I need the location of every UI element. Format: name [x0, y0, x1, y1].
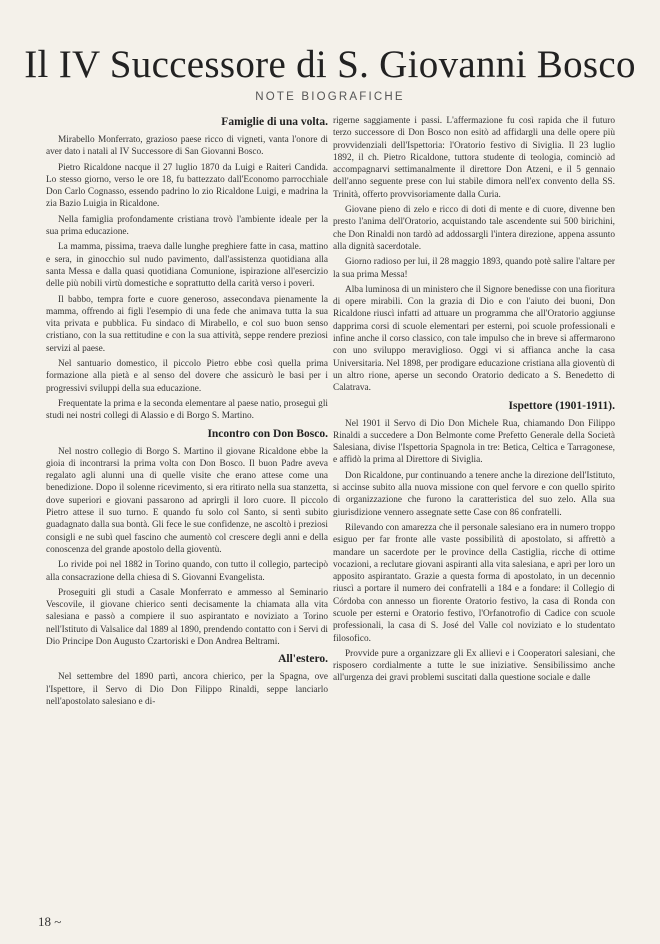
page-title: Il IV Successore di S. Giovanni Bosco: [24, 43, 636, 86]
section-heading-ispettore: Ispettore (1901-1911).: [508, 399, 615, 412]
section-heading-famiglie: Famiglie di una volta.: [221, 116, 328, 128]
paragraph: Lo rivide poi nel 1882 in Torino quando, con tutto il collegio, partecipò alla consacrazione della chiesa di S. Giovanni Evangelista.: [46, 560, 328, 583]
paragraph: Rilevando con amarezza che il personale salesiano era in numero troppo esiguo per far fronte alle vaste possibilità di apostolato, si affrettò a mandare un sacerdote per le province della Castiglia, ricche di ottime vocazioni, a reclutare giovani aspiranti alla vita salesiana, e aprì per loro un apposito aspirantato. Grazie a questa forma di apostolato, in un decennio riuscì a portare il numero dei confratelli a 184 e a fondare: il Collegio di Córdoba con annesso un fiorente Oratorio festivo, la casa di Ronda con scuole per esterni e Oratorio festivo, l'Orfanotrofio di Cadice con scuole professionali, la casa di S. José del Valle col noviziato e lo studentato filosofico.: [333, 522, 615, 644]
paragraph: Pietro Ricaldone nacque il 27 luglio 1870 da Luigi e Raiteri Candida. Lo stesso giorno, verso le ore 18, fu battezzato dall'Economo parrocchiale Don Carlo Cognasso, essendo padrino lo zio Ricaldone Luigi, e madrina la zia Bazio Luigia in Ricaldone.: [46, 162, 328, 210]
paragraph: Nel nostro collegio di Borgo S. Martino il giovane Ricaldone ebbe la gioia di incontrarsi la prima volta con Don Bosco. Il buon Padre aveva regalato agli alunni una di quelle visite che erano attese come una benedizione. Dopo il solenne ricevimento, si era ritirato nella sua stanzetta, dove superiori e giovani passarono ad aprirgli il loro cuore. Il piccolo Pietro attese il suo turno. E quando fu solo col Santo, si sentì subito guadagnato dalla sua bontà. Gli fece le sue confidenze, ne ascoltò i preziosi consigli e ne subì quel fascino che aumentò col crescere degli anni e della conoscenza del grande apostolo della gioventù.: [46, 446, 328, 555]
paragraph: rigerne saggiamente i passi. L'affermazione fu così rapida che il futuro terzo successore di Don Bosco non esitò ad affidargli una delle opere più provvidenziali dell'Ispettoria: l'Oratorio festivo di Siviglia. Il 23 luglio 1892, il ch. Pietro Ricaldone, tuttora studente di teologia, cominciò ad accompagnarvi settimanalmente il direttore Don Atzeni, e il 5 gennaio dell'anno seguente prese con lui stabile dimora nell'ex convento della SS. Trinità, offerto provvisoriamente dalla Curia.: [333, 116, 615, 200]
paragraph: Giorno radioso per lui, il 28 maggio 1893, quando potè salire l'altare per la sua prima Messa!: [333, 257, 615, 280]
paragraph: Alba luminosa di un ministero che il Signore benedisse con una fioritura di opere mirabili. Con la grazia di Dio e con l'aiuto dei buoni, Don Ricaldone riuscì infatti ad attuare un programma che all'Oratorio aggiunse dapprima corsi di scuole elementari per esterni, poi scuole professionali e infine anche il corso classico, con tale impulso che in breve si affermarono con uno sviluppo meraviglioso. Oggi vi si affianca anche la casa Universitaria. Nel 1898, per prodigare educazione cristiana alla gioventù di un altro rione, aperse un secondo Oratorio dedicato a S. Benedetto di Calatrava.: [333, 284, 615, 394]
paragraph: Nel settembre del 1890 partì, ancora chierico, per la Spagna, ove l'Ispettore, il Servo di Dio Don Filippo Rinaldi, seppe lanciarlo nell'apostolato salesiano e di-: [46, 672, 328, 707]
page-subtitle: NOTE BIOGRAFICHE: [255, 91, 405, 103]
paragraph: Don Ricaldone, pur continuando a tenere anche la direzione dell'Istituto, si accinse subito alla nuova missione con quel fervore e con quello spirito di organizzazione che furono la caratteristica del suo zelo. Alla sua giurisdizione vennero assegnate sette Case con 86 confratelli.: [333, 470, 615, 518]
paragraph: Nella famiglia profondamente cristiana trovò l'ambiente ideale per la sua prima educazione.: [46, 214, 328, 238]
left-column: [46, 115, 328, 711]
paragraph: Nel 1901 il Servo di Dio Don Michele Rua, chiamando Don Filippo Rinaldi a succedere a Don Belmonte come Prefetto Generale della Società Salesiana, divise l'Ispettoria Spagnola in tre: Betica, Celtica e Tarragonese, e affidò la prima al Direttore di Siviglia.: [333, 418, 615, 466]
paragraph: Mirabello Monferrato, grazioso paese ricco di vigneti, vanta l'onore di aver dato i natali al IV Successore di San Giovanni Bosco.: [46, 135, 328, 158]
paragraph: Frequentate la prima e la seconda elementare al paese natio, proseguì gli studi nei nostri collegi di Alassio e di Borgo S. Martino.: [46, 398, 328, 422]
paragraph: Provvide pure a organizzare gli Ex allievi e i Cooperatori salesiani, che risposero cordialmente a tutte le sue iniziative. Sensibilissimo anche all'urgenza dei gravi problemi suscitati dalla questione sociale e dalle: [333, 648, 615, 684]
right-column: [333, 115, 615, 688]
paragraph: La mamma, pissima, traeva dalle lunghe preghiere fatte in casa, mattino e sera, in ginocchio sul nudo pavimento, dall'assistenza quotidiana alla santa Messa e dalla quasi quotidiana Comunione, ispirazione all'esercizio delle più nobili virtù domestiche e soprattutto della carità verso i poveri.: [46, 242, 328, 290]
paragraph: Nel santuario domestico, il piccolo Pietro ebbe così quella prima formazione alla pietà e al senso del dovere che assicurò le basi per i progressivi sviluppi della sua educazione.: [46, 359, 328, 394]
paragraph: Il babbo, tempra forte e cuore generoso, assecondava pienamente la mamma, offrendo ai figli l'esempio di una fede che animava tutta la sua vita privata e pubblica. Fu sindaco di Mirabello, e col suo buon senso cristiano, con la sua rettitudine e con la sua attività, seppe rendere preziosi servizi al paese.: [46, 294, 328, 354]
section-heading-incontro: Incontro con Don Bosco.: [207, 427, 328, 440]
paragraph: Proseguiti gli studi a Casale Monferrato e ammesso al Seminario Vescovile, il giovane chierico senti decisamente la chiamata alla vita salesiana e passò a compiere il suo aspirantato e noviziato a Torino nell'Istituto di Valsalice dal 1889 al 1890, prendendo contatto con i Servi di Dio Principe Don Augusto Czartoriski e Don Andrea Beltrami.: [46, 587, 328, 647]
paragraph: Giovane pieno di zelo e ricco di doti di mente e di cuore, divenne ben presto l'anima dell'Oratorio, acquistando tale ascendente sui 500 birichini, che Don Rinaldi non tardò ad addossargli l'intera direzione, appena assunto alla dignità sacerdotale.: [333, 205, 615, 252]
section-heading-estero: All'estero.: [278, 653, 328, 666]
page-number: 18 ~: [38, 914, 62, 929]
